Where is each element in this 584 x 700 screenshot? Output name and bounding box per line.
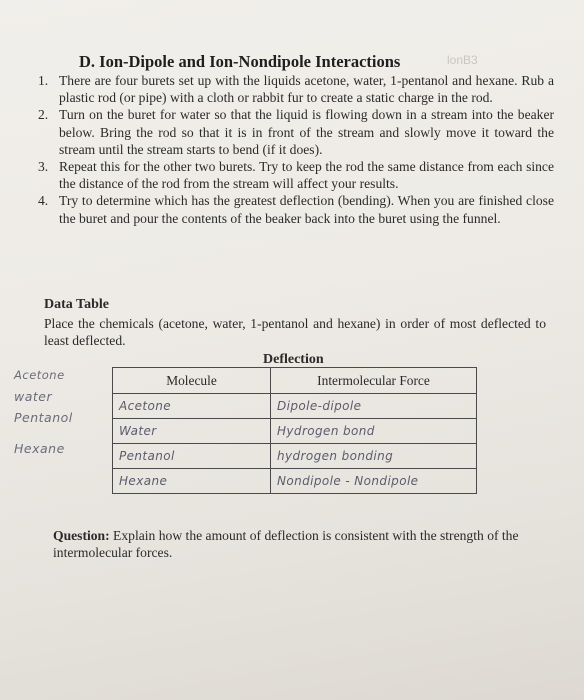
data-table-title: Data Table	[44, 297, 109, 312]
step-number: 2.	[38, 107, 49, 123]
margin-note: Acetone	[14, 368, 65, 382]
force-cell: Hydrogen bond	[271, 419, 477, 444]
section-heading: D. Ion-Dipole and Ion-Nondipole Interactions	[79, 52, 401, 71]
force-cell: Dipole-dipole	[271, 394, 477, 419]
watermark-text: lonB3	[447, 53, 478, 67]
force-cell: Nondipole - Nondipole	[271, 469, 477, 494]
molecule-cell: Water	[113, 419, 271, 444]
step-text: Try to determine which has the greatest deflection (bending). When you are finished close the buret and pour the contents of the beaker back into the buret using the funnel.	[59, 193, 554, 226]
deflection-header: Deflection	[263, 352, 324, 367]
step-number: 1.	[38, 73, 49, 88]
question-label: Question:	[53, 528, 110, 543]
step-number: 4.	[38, 193, 49, 209]
procedure-step	[34, 72, 554, 106]
table-row	[113, 444, 477, 469]
data-table	[112, 367, 477, 494]
table-row	[113, 469, 477, 494]
table-row	[113, 394, 477, 419]
procedure-step	[34, 158, 554, 192]
procedure-list	[34, 72, 554, 227]
step-number: 3.	[38, 159, 49, 175]
procedure-step	[34, 192, 554, 226]
margin-note: Hexane	[14, 441, 65, 456]
margin-note: Pentanol	[14, 410, 73, 425]
procedure-step	[34, 106, 554, 158]
force-cell: hydrogen bonding	[271, 444, 477, 469]
column-header-molecule: Molecule	[113, 368, 271, 394]
data-table-instructions: Place the chemicals (acetone, water, 1-pentanol and hexane) in order of most deflected to least deflected.	[44, 316, 546, 349]
molecule-cell: Pentanol	[113, 444, 271, 469]
table-row	[113, 419, 477, 444]
step-text: Repeat this for the other two burets. Try to keep the rod the same distance from each since the distance of the rod from the stream will affect your results.	[59, 159, 554, 192]
molecule-cell: Acetone	[113, 394, 271, 419]
step-text: There are four burets set up with the liquids acetone, water, 1-pentanol and hexane. Rub a plastic rod (or pipe) with a cloth or rabbit fur to create a static charge in the rod.	[59, 73, 554, 106]
question-block	[53, 527, 531, 561]
question-text: Explain how the amount of deflection is consistent with the strength of the intermolecular forces.	[53, 528, 519, 561]
table-header-row	[113, 368, 477, 394]
step-text: Turn on the buret for water so that the liquid is flowing down in a stream into the beaker below. Bring the rod so that it is in front of the stream and slowly move it toward the stream until the stream starts to bend (if it does).	[59, 107, 554, 157]
column-header-force: Intermolecular Force	[271, 368, 477, 394]
margin-note: water	[14, 389, 53, 404]
molecule-cell: Hexane	[113, 469, 271, 494]
